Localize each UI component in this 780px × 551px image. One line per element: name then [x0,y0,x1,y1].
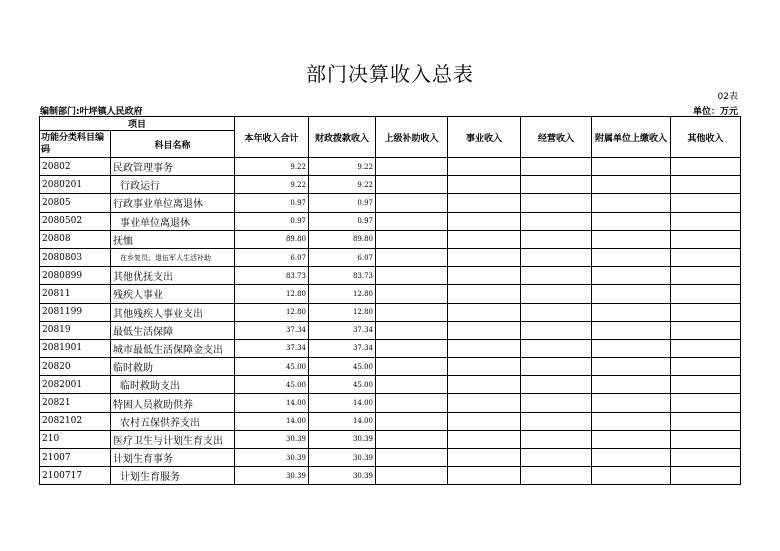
superior-income-cell [376,449,448,467]
superior-income-cell [376,248,448,266]
operating-income-cell [521,449,592,467]
business-income-cell [448,158,521,176]
affiliated-income-cell [592,321,671,339]
fiscal-income-value: 0.97 [309,194,376,212]
superior-income-cell [376,176,448,194]
other-income-cell [671,285,741,303]
table-row [40,339,741,357]
business-income-cell [448,358,521,376]
subject-name: 特困人员救助供养 [111,394,235,412]
other-income-cell [671,194,741,212]
business-income-cell [448,394,521,412]
affiliated-income-cell [592,303,671,321]
table-row [40,467,741,485]
subject-code: 2082102 [40,412,111,430]
total-income-value: 45.00 [235,358,309,376]
fiscal-income-value: 12.80 [309,285,376,303]
other-income-cell [671,212,741,230]
subject-name: 民政管理事务 [111,158,235,176]
business-income-cell [448,176,521,194]
subject-code: 2082001 [40,376,111,394]
business-income-cell [448,321,521,339]
superior-income-cell [376,376,448,394]
subject-name: 城市最低生活保障金支出 [111,339,235,357]
fiscal-income-value: 30.39 [309,430,376,448]
subject-name: 计划生育事务 [111,449,235,467]
subject-code: 2080803 [40,248,111,266]
superior-income-cell [376,339,448,357]
total-income-value: 14.00 [235,394,309,412]
fiscal-income-value: 9.22 [309,176,376,194]
operating-income-cell [521,194,592,212]
subject-code: 20821 [40,394,111,412]
operating-income-cell [521,248,592,266]
other-income-cell [671,412,741,430]
subject-name: 农村五保供养支出 [111,412,235,430]
fiscal-income-value: 30.39 [309,449,376,467]
subject-code: 20802 [40,158,111,176]
other-income-cell [671,176,741,194]
other-income-cell [671,376,741,394]
affiliated-income-cell [592,194,671,212]
total-income-value: 83.73 [235,267,309,285]
subject-code: 2081199 [40,303,111,321]
col-header-business: 事业收入 [448,117,521,158]
subject-code: 2081901 [40,339,111,357]
department-label: 编制部门:叶坪镇人民政府 [40,107,143,117]
business-income-cell [448,212,521,230]
other-income-cell [671,230,741,248]
operating-income-cell [521,376,592,394]
table-row [40,449,741,467]
total-income-value: 37.34 [235,321,309,339]
total-income-value: 12.80 [235,303,309,321]
other-income-cell [671,248,741,266]
col-header-superior: 上级补助收入 [376,117,448,158]
col-header-operating: 经营收入 [521,117,592,158]
affiliated-income-cell [592,412,671,430]
fiscal-income-value: 6.07 [309,248,376,266]
affiliated-income-cell [592,285,671,303]
business-income-cell [448,339,521,357]
operating-income-cell [521,394,592,412]
affiliated-income-cell [592,358,671,376]
operating-income-cell [521,430,592,448]
operating-income-cell [521,230,592,248]
other-income-cell [671,339,741,357]
fiscal-income-value: 45.00 [309,376,376,394]
subject-name: 残疾人事业 [111,285,235,303]
affiliated-income-cell [592,230,671,248]
subject-name: 医疗卫生与计划生育支出 [111,430,235,448]
col-header-total: 本年收入合计 [235,117,309,158]
total-income-value: 37.34 [235,339,309,357]
fiscal-income-value: 30.39 [309,467,376,485]
business-income-cell [448,267,521,285]
affiliated-income-cell [592,430,671,448]
fiscal-income-value: 0.97 [309,212,376,230]
total-income-value: 30.39 [235,430,309,448]
table-row [40,285,741,303]
superior-income-cell [376,230,448,248]
table-row [40,376,741,394]
subject-code: 20820 [40,358,111,376]
subject-name: 最低生活保障 [111,321,235,339]
subject-name: 其他优抚支出 [111,267,235,285]
report-title: 部门决算收入总表 [306,62,474,86]
business-income-cell [448,430,521,448]
subject-name: 抚恤 [111,230,235,248]
subject-name: 临时救助支出 [111,376,235,394]
table-row [40,267,741,285]
table-row [40,212,741,230]
operating-income-cell [521,321,592,339]
affiliated-income-cell [592,267,671,285]
business-income-cell [448,194,521,212]
superior-income-cell [376,158,448,176]
business-income-cell [448,230,521,248]
superior-income-cell [376,430,448,448]
operating-income-cell [521,285,592,303]
subject-name: 临时救助 [111,358,235,376]
affiliated-income-cell [592,176,671,194]
col-header-fiscal: 财政拨款收入 [309,117,376,158]
other-income-cell [671,467,741,485]
fiscal-income-value: 12.80 [309,303,376,321]
operating-income-cell [521,339,592,357]
superior-income-cell [376,358,448,376]
fiscal-income-value: 37.34 [309,321,376,339]
subject-code: 2080201 [40,176,111,194]
subject-name: 行政事业单位离退休 [111,194,235,212]
business-income-cell [448,285,521,303]
subject-name: 在乡复员、退伍军人生活补助 [111,248,235,266]
table-row [40,412,741,430]
operating-income-cell [521,212,592,230]
business-income-cell [448,248,521,266]
affiliated-income-cell [592,376,671,394]
table-row [40,248,741,266]
total-income-value: 9.22 [235,176,309,194]
total-income-value: 0.97 [235,212,309,230]
table-row [40,303,741,321]
subject-code: 20819 [40,321,111,339]
superior-income-cell [376,194,448,212]
total-income-value: 9.22 [235,158,309,176]
operating-income-cell [521,176,592,194]
other-income-cell [671,158,741,176]
business-income-cell [448,376,521,394]
table-row [40,158,741,176]
operating-income-cell [521,303,592,321]
operating-income-cell [521,358,592,376]
subject-name: 计划生育服务 [111,467,235,485]
fiscal-income-value: 89.80 [309,230,376,248]
other-income-cell [671,303,741,321]
superior-income-cell [376,412,448,430]
affiliated-income-cell [592,394,671,412]
superior-income-cell [376,303,448,321]
table-row [40,430,741,448]
other-income-cell [671,358,741,376]
business-income-cell [448,412,521,430]
superior-income-cell [376,394,448,412]
subject-code: 20808 [40,230,111,248]
operating-income-cell [521,158,592,176]
operating-income-cell [521,467,592,485]
other-income-cell [671,449,741,467]
other-income-cell [671,394,741,412]
subject-code: 20811 [40,285,111,303]
table-row [40,230,741,248]
code-header: 功能分类科目编码 [40,131,111,158]
affiliated-income-cell [592,158,671,176]
total-income-value: 0.97 [235,194,309,212]
operating-income-cell [521,412,592,430]
other-income-cell [671,430,741,448]
fiscal-income-value: 14.00 [309,394,376,412]
affiliated-income-cell [592,339,671,357]
business-income-cell [448,449,521,467]
total-income-value: 30.39 [235,449,309,467]
table-row [40,358,741,376]
table-row [40,194,741,212]
subject-name: 其他残疾人事业支出 [111,303,235,321]
fiscal-income-value: 83.73 [309,267,376,285]
table-row [40,176,741,194]
fiscal-income-value: 9.22 [309,158,376,176]
other-income-cell [671,321,741,339]
superior-income-cell [376,321,448,339]
subject-name: 事业单位离退休 [111,212,235,230]
income-summary-table [39,116,741,485]
total-income-value: 45.00 [235,376,309,394]
total-income-value: 89.80 [235,230,309,248]
form-number: 02表 [717,92,738,102]
affiliated-income-cell [592,467,671,485]
subject-code: 20805 [40,194,111,212]
subject-code: 2080502 [40,212,111,230]
col-header-other: 其他收入 [671,117,741,158]
operating-income-cell [521,267,592,285]
fiscal-income-value: 37.34 [309,339,376,357]
project-header: 项目 [40,117,235,131]
unit-label: 单位：万元 [692,107,738,117]
col-header-affiliated: 附属单位上缴收入 [592,117,671,158]
superior-income-cell [376,212,448,230]
affiliated-income-cell [592,449,671,467]
subject-code: 21007 [40,449,111,467]
fiscal-income-value: 45.00 [309,358,376,376]
business-income-cell [448,303,521,321]
superior-income-cell [376,285,448,303]
total-income-value: 12.80 [235,285,309,303]
fiscal-income-value: 14.00 [309,412,376,430]
superior-income-cell [376,467,448,485]
subject-code: 2080899 [40,267,111,285]
affiliated-income-cell [592,212,671,230]
table-row [40,321,741,339]
business-income-cell [448,467,521,485]
table-row [40,394,741,412]
total-income-value: 14.00 [235,412,309,430]
superior-income-cell [376,267,448,285]
total-income-value: 6.07 [235,248,309,266]
subject-code: 210 [40,430,111,448]
affiliated-income-cell [592,248,671,266]
subject-code: 2100717 [40,467,111,485]
subject-name: 行政运行 [111,176,235,194]
name-header: 科目名称 [111,131,235,158]
total-income-value: 30.39 [235,467,309,485]
other-income-cell [671,267,741,285]
